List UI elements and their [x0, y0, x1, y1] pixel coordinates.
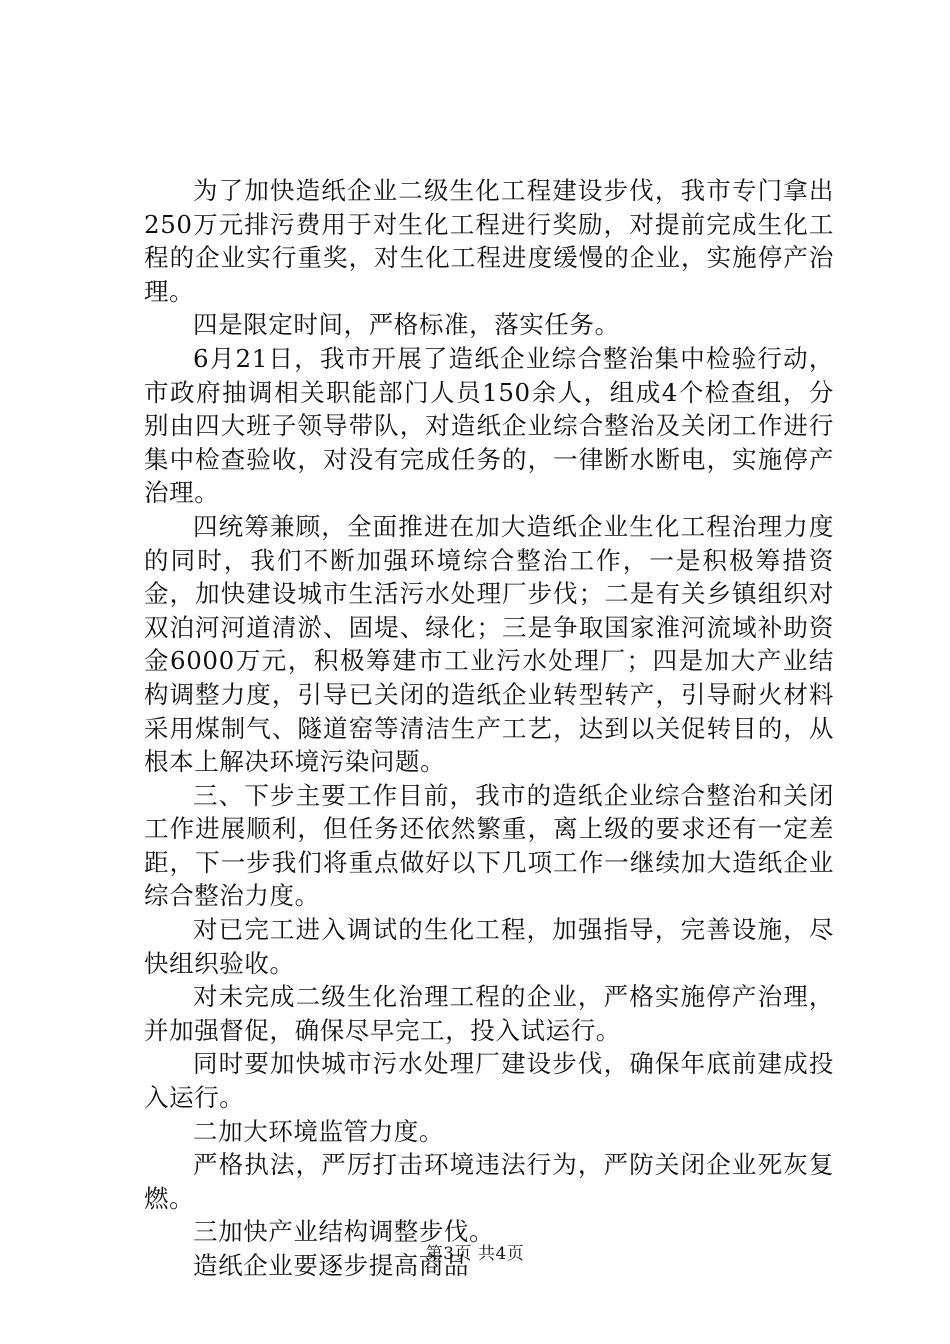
- paragraph-2: 四是限定时间，严格标准，落实任务。: [193, 310, 620, 340]
- paragraph-6: 对已完工进入调试的生化工程，加强指导，完善设施，尽快组织验收。: [144, 915, 834, 978]
- paragraph-12: 造纸企业要逐步提高商品: [193, 1251, 470, 1280]
- paragraph-1: 为了加快造纸企业二级生化工程建设步伐，我市专门拿出250万元排污费用于对生化工程进行奖励，对提前完成生化工程的企业实行重奖，对生化工程进度缓慢的企业，实施停产治理。: [144, 176, 834, 306]
- paragraph-3: 6月21日，我市开展了造纸企业综合整治集中检验行动，市政府抽调相关职能部门人员150余人，组成4个检查组，分别由四大班子领导带队，对造纸企业综合整治及关闭工作进行集中检查验收，对没有完成任务的，一律断水断电，实施停产治理。: [144, 343, 834, 508]
- page-number-footer: 第3页 共4页: [425, 1244, 525, 1264]
- paragraph-9: 二加大环境监管力度。: [193, 1116, 444, 1146]
- paragraph-4: 四统筹兼顾，全面推进在加大造纸企业生化工程治理力度的同时，我们不断加强环境综合整治工作，一是积极筹措资金，加快建设城市生活污水处理厂步伐；二是有关乡镇组织对双泊河河道清淤、固堤、绿化；三是争取国家淮河流域补助资金6000万元，积极筹建市工业污水处理厂；四是加大产业结构调整力度，引导已关闭的造纸企业转型转产，引导耐火材料采用煤制气、隧道窑等清洁生产工艺，达到以关促转目的，从根本上解决环境污染问题。: [144, 511, 834, 777]
- paragraph-10: 严格执法，严厉打击环境违法行为，严防关闭企业死灰复燃。: [144, 1150, 834, 1213]
- paragraph-11: 三加快产业结构调整步伐。: [193, 1217, 495, 1247]
- document-body: [144, 174, 834, 1283]
- paragraph-7: 对未完成二级生化治理工程的企业，严格实施停产治理，并加强督促，确保尽早完工，投入试运行。: [144, 982, 834, 1045]
- paragraph-8: 同时要加快城市污水处理厂建设步伐，确保年底前建成投入运行。: [144, 1049, 834, 1113]
- paragraph-5: 三、下步主要工作目前，我市的造纸企业综合整治和关闭工作进展顺利，但任务还依然繁重，离上级的要求还有一定差距，下一步我们将重点做好以下几项工作一继续加大造纸企业综合整治力度。: [144, 780, 834, 911]
